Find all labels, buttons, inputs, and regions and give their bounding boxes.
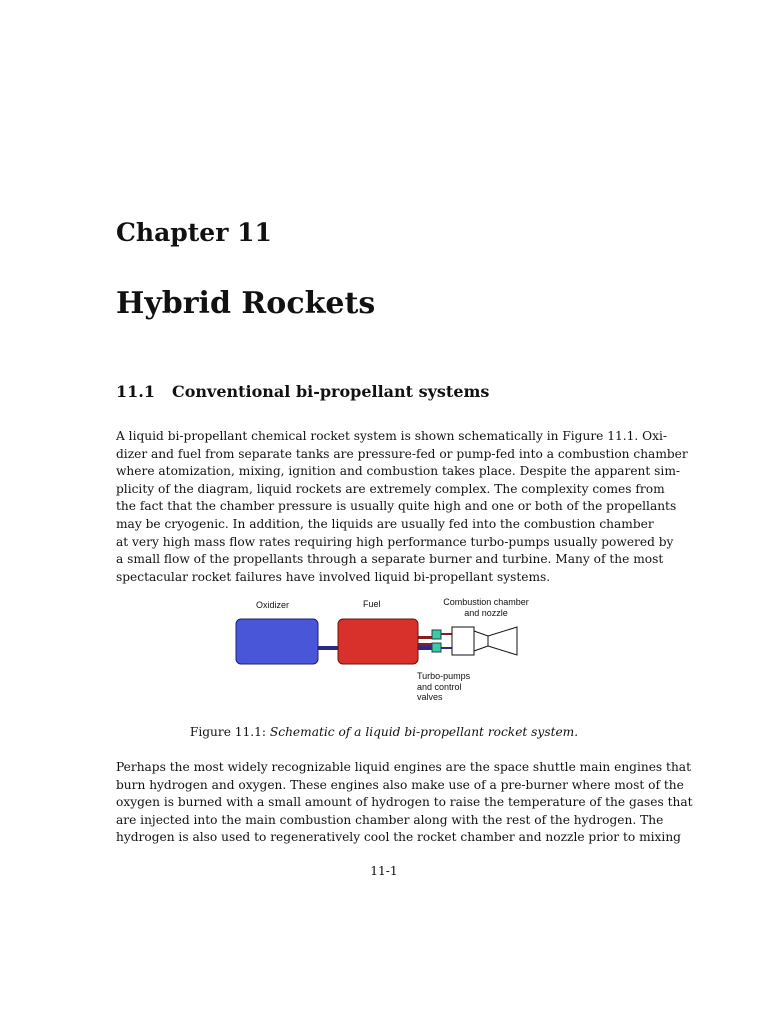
paragraph-line: the fact that the chamber pressure is usually quite high and one or both of the propellants [116, 499, 677, 514]
page-number: 11-1 [370, 864, 398, 878]
turbo-pumps-label [417, 671, 487, 703]
paragraph-line: spectacular rocket failures have involved liquid bi-propellant systems. [116, 569, 551, 584]
caption-prefix: Figure 11.1: [189, 725, 270, 739]
paragraph-line: plicity of the diagram, liquid rockets are extremely complex. The complexity comes from [116, 481, 665, 496]
turbo-label-line: and control [417, 681, 462, 692]
nozzle-bell [488, 627, 517, 655]
turbo-label-line: valves [417, 692, 443, 702]
paragraph-line: where atomization, mixing, ignition and combustion takes place. Despite the apparent sim- [116, 464, 680, 479]
paragraph-line: a small flow of the propellants through a separate burner and turbine. Many of the most [116, 552, 664, 567]
oxidizer-pump [432, 643, 441, 652]
paragraph-line: oxygen is burned with a small amount of hydrogen to raise the temperature of the gases that [116, 795, 693, 810]
caption-text: Schematic of a liquid bi-propellant rocket system. [269, 725, 579, 739]
oxidizer-label: Oxidizer [256, 600, 290, 610]
paragraph-line: dizer and fuel from separate tanks are pressure-fed or pump-fed into a combustion chamber [116, 446, 688, 461]
section-number: 11.1 [116, 382, 155, 401]
fuel-tank [338, 619, 418, 664]
rocket-schematic-figure [230, 596, 540, 706]
paragraph-line: at very high mass flow rates requiring high performance turbo-pumps usually powered by [116, 534, 674, 549]
combustion-chamber [452, 627, 474, 655]
fuel-label: Fuel [363, 599, 381, 609]
paragraph-line: may be cryogenic. In addition, the liquids are usually fed into the combustion chamber [116, 516, 654, 531]
paragraph-line: Perhaps the most widely recognizable liquid engines are the space shuttle main engines that [116, 760, 691, 774]
chapter-title: Hybrid Rockets [116, 286, 376, 321]
nozzle-throat [474, 631, 488, 651]
chapter-label: Chapter 11 [116, 218, 272, 247]
paragraph-2 [116, 759, 693, 847]
figure-caption [0, 725, 768, 739]
paragraph-line: burn hydrogen and oxygen. These engines also make use of a pre-burner where most of the [116, 777, 684, 792]
combustion-label-line: Combustion chamber [443, 597, 529, 607]
turbo-label-line: Turbo-pumps [417, 671, 471, 681]
paragraph-1 [116, 428, 688, 586]
paragraph-line: hydrogen is also used to regeneratively cool the rocket chamber and nozzle prior to mixing [116, 830, 681, 845]
section-heading [116, 382, 489, 401]
paragraph-line: A liquid bi-propellant chemical rocket system is shown schematically in Figure 11.1. Oxi- [116, 429, 668, 443]
combustion-chamber-label [435, 597, 537, 618]
fuel-pump [432, 630, 441, 639]
section-title: Conventional bi-propellant systems [172, 382, 490, 401]
combustion-label-line: and nozzle [464, 607, 508, 618]
oxidizer-tank [236, 619, 318, 664]
paragraph-line: are injected into the main combustion chamber along with the rest of the hydrogen. The [116, 812, 664, 827]
